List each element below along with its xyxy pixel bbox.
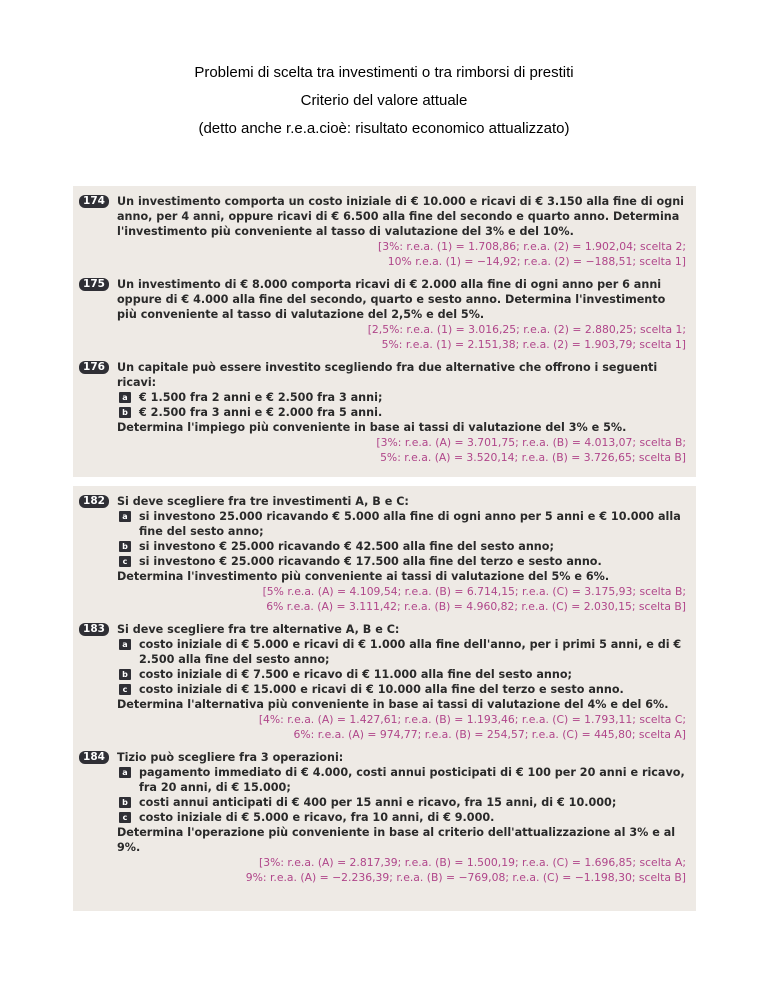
option-c <box>117 682 686 697</box>
problem-text: Si deve scegliere fra tre alternative A, B e C: <box>117 623 400 636</box>
option-badge: a <box>119 639 131 650</box>
answer-line-1: [3%: r.e.a. (A) = 2.817,39; r.e.a. (B) = 1.500,19; r.e.a. (C) = 1.696,85; scelta A; <box>258 856 686 869</box>
answer-line-2: 9%: r.e.a. (A) = −2.236,39; r.e.a. (B) = −769,08; r.e.a. (C) = −1.198,30; scelta B] <box>245 871 686 884</box>
problem-text: Un capitale può essere investito scegliendo fra due alternative che offrono i seguenti ricavi: <box>117 361 658 389</box>
option-a <box>117 765 686 795</box>
option-text: costi annui anticipati di € 400 per 15 anni e ricavo, fra 15 anni, di € 10.000; <box>139 796 617 809</box>
option-text: € 2.500 fra 3 anni e € 2.000 fra 5 anni. <box>139 406 383 419</box>
problem-text: Tizio può scegliere fra 3 operazioni: <box>117 751 344 764</box>
problem-number-badge: 176 <box>79 361 109 374</box>
option-badge: b <box>119 407 131 418</box>
problem-175 <box>79 277 686 352</box>
answer-line-2: 6%: r.e.a. (A) = 974,77; r.e.a. (B) = 254,57; r.e.a. (C) = 445,80; scelta A] <box>293 728 686 741</box>
scanned-exercises-block-2 <box>73 486 696 911</box>
option-text: € 1.500 fra 2 anni e € 2.500 fra 3 anni; <box>139 391 383 404</box>
option-b <box>117 667 686 682</box>
problem-text: Un investimento comporta un costo iniziale di € 10.000 e ricavi di € 3.150 alla fine di ogni anno, per 4 anni, oppure ricavi di € 6.500 alla fine del secondo e quarto anno. Determina l'investimento più conveniente al tasso di valutazione del 3% e del 10%. <box>117 195 685 238</box>
problem-text: Un investimento di € 8.000 comporta ricavi di € 2.000 alla fine di ogni anno per 6 anni oppure di € 4.000 alla fine del secondo, quarto e sesto anno. Determina l'investimento più conveniente al tasso di valutazione del 2,5% e del 5%. <box>117 278 666 321</box>
answer-line-1: [4%: r.e.a. (A) = 1.427,61; r.e.a. (B) = 1.193,46; r.e.a. (C) = 1.793,11; scelta C; <box>258 713 686 726</box>
option-text: costo iniziale di € 5.000 e ricavi di € 1.000 alla fine dell'anno, per i primi 5 anni, e di € 2.500 alla fine del sesto anno; <box>139 638 682 666</box>
problem-number-badge: 175 <box>79 278 109 291</box>
problem-184 <box>79 750 686 885</box>
option-b <box>117 405 686 420</box>
option-a <box>117 509 686 539</box>
answer-line-2: 10% r.e.a. (1) = −14,92; r.e.a. (2) = −188,51; scelta 1] <box>387 255 686 268</box>
option-badge: a <box>119 511 131 522</box>
problem-182 <box>79 494 686 614</box>
problem-question: Determina l'impiego più conveniente in base ai tassi di valutazione del 3% e 5%. <box>117 421 627 434</box>
problem-183 <box>79 622 686 742</box>
page-title: Problemi di scelta tra investimenti o tra rimborsi di prestiti <box>194 64 574 81</box>
option-text: pagamento immediato di € 4.000, costi annui posticipati di € 100 per 20 anni e ricavo, fra 20 anni, di € 15.000; <box>139 766 685 794</box>
problem-question: Determina l'investimento più conveniente ai tassi di valutazione del 5% e 6%. <box>117 570 610 583</box>
option-badge: c <box>119 684 131 695</box>
problem-number-badge: 184 <box>79 751 109 764</box>
problem-number-badge: 182 <box>79 495 109 508</box>
page-subtitle: Criterio del valore attuale <box>300 92 468 109</box>
answer-line-1: [5% r.e.a. (A) = 4.109,54; r.e.a. (B) = 6.714,15; r.e.a. (C) = 3.175,93; scelta B; <box>262 585 686 598</box>
problem-176 <box>79 360 686 465</box>
option-text: costo iniziale di € 5.000 e ricavo, fra 10 anni, di € 9.000. <box>139 811 495 824</box>
page-note: (detto anche r.e.a.cioè: risultato economico attualizzato) <box>198 120 570 137</box>
answer-line-1: [3%: r.e.a. (1) = 1.708,86; r.e.a. (2) = 1.902,04; scelta 2; <box>378 240 686 253</box>
scanned-exercises-block-1 <box>73 186 696 477</box>
problem-174 <box>79 194 686 269</box>
problem-text: Si deve scegliere fra tre investimenti A, B e C: <box>117 495 409 508</box>
answer-line-2: 5%: r.e.a. (1) = 2.151,38; r.e.a. (2) = 1.903,79; scelta 1] <box>381 338 686 351</box>
option-text: costo iniziale di € 15.000 e ricavi di € 10.000 alla fine del terzo e sesto anno. <box>139 683 624 696</box>
option-c <box>117 554 686 569</box>
option-text: si investono 25.000 ricavando € 5.000 alla fine di ogni anno per 5 anni e € 10.000 alla fine del sesto anno; <box>139 510 681 538</box>
option-a <box>117 637 686 667</box>
option-badge: a <box>119 767 131 778</box>
answer-line-1: [3%: r.e.a. (A) = 3.701,75; r.e.a. (B) = 4.013,07; scelta B; <box>376 436 686 449</box>
option-text: costo iniziale di € 7.500 e ricavo di € 11.000 alla fine del sesto anno; <box>139 668 573 681</box>
option-badge: c <box>119 812 131 823</box>
problem-number-badge: 174 <box>79 195 109 208</box>
option-badge: a <box>119 392 131 403</box>
answer-line-2: 5%: r.e.a. (A) = 3.520,14; r.e.a. (B) = 3.726,65; scelta B] <box>380 451 686 464</box>
problem-number-badge: 183 <box>79 623 109 636</box>
problem-question: Determina l'alternativa più conveniente in base ai tassi di valutazione del 4% e del 6%. <box>117 698 669 711</box>
problem-question: Determina l'operazione più conveniente in base al criterio dell'attualizzazione al 3% e al 9%. <box>117 826 676 854</box>
option-b <box>117 795 686 810</box>
option-text: si investono € 25.000 ricavando € 17.500 alla fine del terzo e sesto anno. <box>139 555 602 568</box>
answer-line-2: 6% r.e.a. (A) = 3.111,42; r.e.a. (B) = 4.960,82; r.e.a. (C) = 2.030,15; scelta B] <box>266 600 686 613</box>
option-badge: c <box>119 556 131 567</box>
option-c <box>117 810 686 825</box>
option-badge: b <box>119 669 131 680</box>
option-badge: b <box>119 541 131 552</box>
option-text: si investono € 25.000 ricavando € 42.500 alla fine del sesto anno; <box>139 540 554 553</box>
option-badge: b <box>119 797 131 808</box>
option-a <box>117 390 686 405</box>
answer-line-1: [2,5%: r.e.a. (1) = 3.016,25; r.e.a. (2) = 2.880,25; scelta 1; <box>367 323 686 336</box>
option-b <box>117 539 686 554</box>
page-header <box>0 62 768 146</box>
